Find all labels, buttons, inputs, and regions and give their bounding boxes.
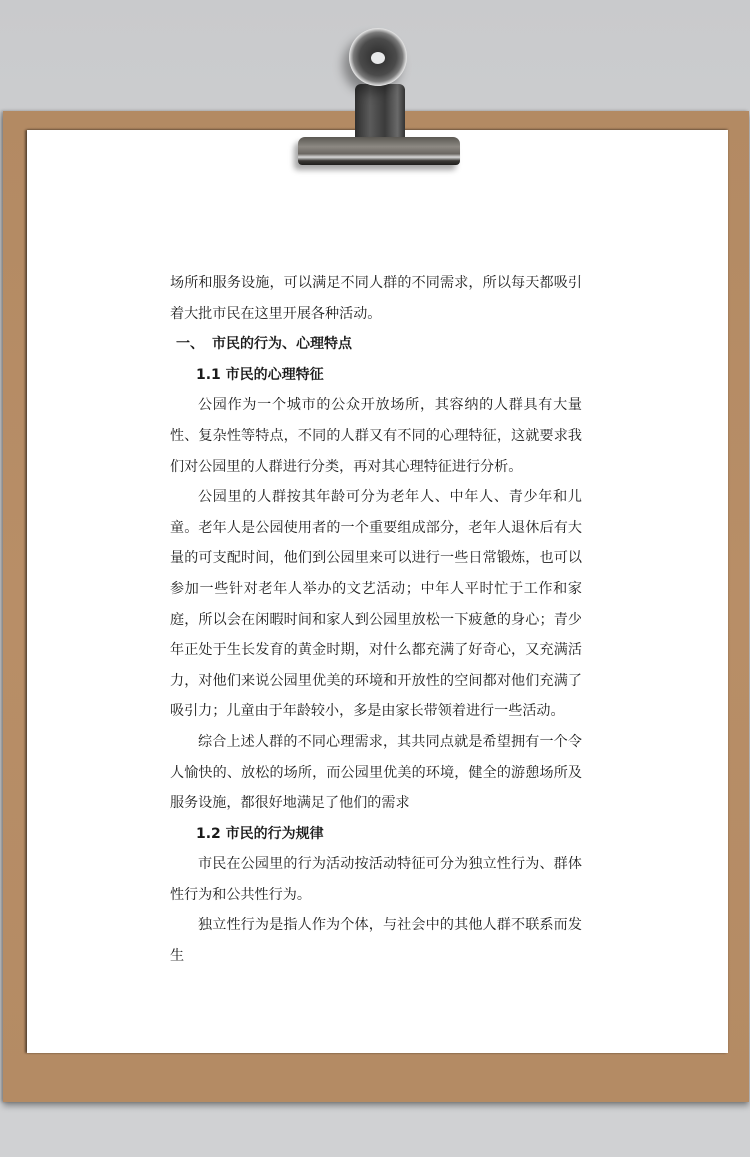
subsection-heading-1-2: 1.2 市民的行为规律 [196,825,324,842]
clip-hole [371,52,385,64]
paragraph-continuation: 场所和服务设施，可以满足不同人群的不同需求，所以每天都吸引着大批市民在这里开展各种活动。 [170,275,582,322]
paragraph-body: 公园作为一个城市的公众开放场所，其容纳的人群具有大量性、复杂性等特点，不同的人群又有不同的心理特征，这就要求我们对公园里的人群进行分类，再对其心理特征进行分析。 [170,397,582,475]
paragraph-body: 独立性行为是指人作为个体，与社会中的其他人群不联系而发生 [170,917,582,965]
paragraph-body: 公园里的人群按其年龄可分为老年人、中年人、青少年和儿童。老年人是公园使用者的一个重要组成部分，老年人退休后有大量的可支配时间，他们到公园里来可以进行一些日常锻炼，也可以参加一些针对老年人举办的文艺活动；中年人平时忙于工作和家庭，所以会在闲暇时间和家人到公园里放松一下疲惫的身心；青少年正处于生长发育的黄金时期，对什么都充满了好奇心，又充满活力，对他们来说公园里优美的环境和开放性的空间都对他们充满了吸引力；儿童由于年龄较小，多是由家长带领着进行一些活动。 [170,489,582,720]
clip-neck [355,84,405,142]
section-heading-1 [170,329,582,360]
paragraph-body: 综合上述人群的不同心理需求，其共同点就是希望拥有一个令人愉快的、放松的场所，而公园里优美的环境，健全的游憩场所及服务设施，都很好地满足了他们的需求 [170,733,582,812]
subsection-heading-1-1: 1.1 市民的心理特征 [196,366,324,383]
section-title: 市民的行为、心理特点 [212,336,352,353]
paragraph-body: 市民在公园里的行为活动按活动特征可分为独立性行为、群体性行为和公共性行为。 [170,856,582,903]
section-number: 一、 [176,336,204,353]
document-body [170,268,582,972]
clip-bar [298,137,460,165]
